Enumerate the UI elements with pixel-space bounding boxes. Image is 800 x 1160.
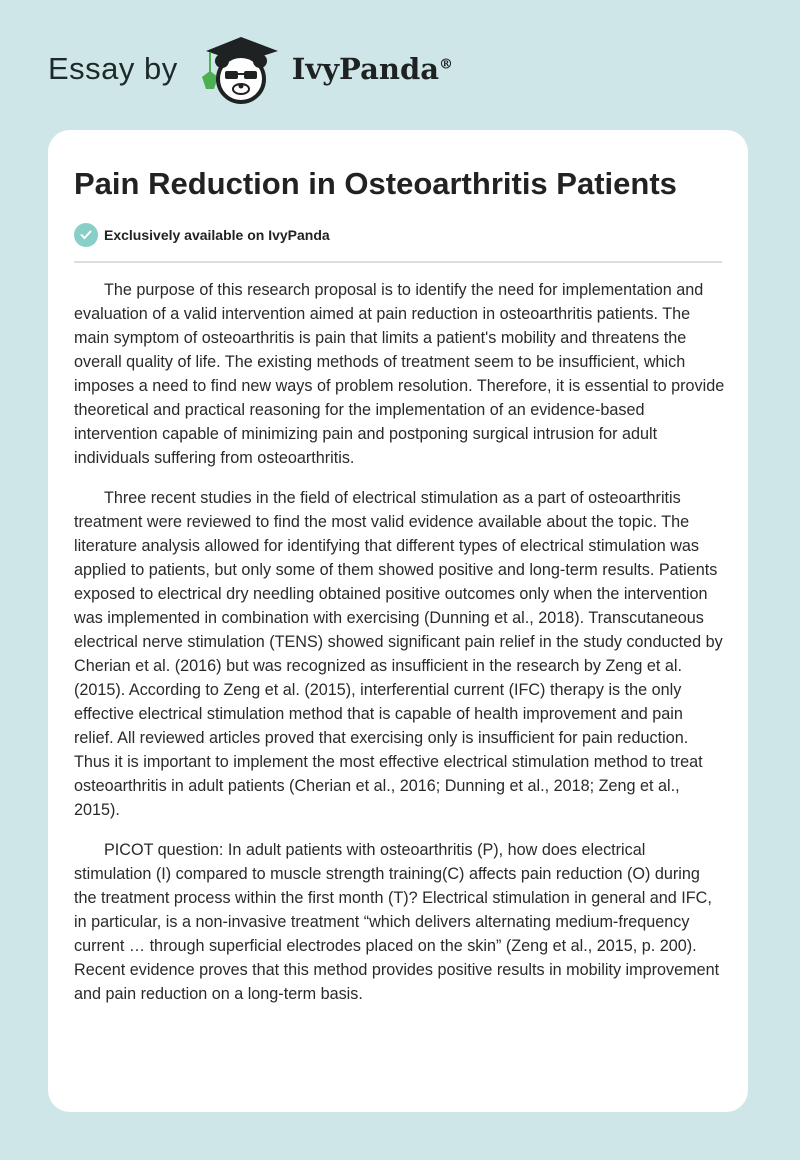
check-icon — [74, 223, 98, 247]
brand-name[interactable] — [292, 52, 453, 86]
page-title: Pain Reduction in Osteoarthritis Patients — [74, 166, 677, 201]
exclusive-badge — [74, 223, 330, 247]
paragraph: PICOT question: In adult patients with osteoarthritis (P), how does electrical stimulation (I) compared to muscle strength training(C) affects pain reduction (O) during the treatment process within the first month (T)? Electrical stimulation in general and IFC, in particular, is a non-invasive treatment “which delivers alternating medium-frequency current … through superficial electrodes placed on the skin” (Zeng et al., 2015, p. 200). Recent evidence proves that this method provides positive results in mobility improvement and pain reduction on a long-term basis. — [74, 841, 720, 1003]
paragraph: Three recent studies in the field of electrical stimulation as a part of osteoarthritis treatment were reviewed to find the most valid evidence available about the topic. The literature analysis allowed for identifying that different types of electrical stimulation was applied to patients, but only some of them showed positive and long-term results. Patients exposed to electrical dry needling obtained positive outcomes only when the intervention was implemented in combination with exercising (Dunning et al., 2018). Transcutaneous electrical nerve stimulation (TENS) showed significant pain relief in the study conducted by Cherian et al. (2016) but was recognized as insufficient in the research by Zeng et al. (2015). According to Zeng et al. (2015), interferential current (IFC) therapy is the only effective electrical stimulation method that is capable of health improvement and pain relief. All reviewed articles proved that exercising only is insufficient for pain reduction. Thus it is important to implement the most effective electrical stimulation method to treat osteoarthritis in adult patients (Cherian et al., 2016; Dunning et al., 2018; Zeng et al., 2015). — [74, 489, 723, 819]
badge-label: Exclusively available on IvyPanda — [104, 227, 330, 243]
paragraph: The purpose of this research proposal is to identify the need for implementation and evaluation of a valid intervention aimed at pain reduction in osteoarthritis patients. The main symptom of osteoarthritis is pain that limits a patient's mobility and threatens the overall quality of life. The existing methods of treatment seem to be insufficient, which imposes a need to find new ways of problem resolution. Therefore, it is essential to provide theoretical and practical reasoning for the implementation of an evidence-based intervention capable of minimizing pain and postponing surgical intrusion for adult individuals suffering from osteoarthritis. — [74, 281, 725, 467]
essay-card — [48, 130, 748, 1112]
essay-by-label: Essay by — [48, 51, 178, 86]
registered-mark: ® — [439, 56, 454, 73]
ivypanda-logo-icon[interactable] — [196, 33, 286, 105]
site-header — [48, 34, 453, 104]
divider — [74, 261, 722, 263]
essay-body — [74, 278, 726, 1022]
brand-text: IvyPanda — [291, 52, 440, 86]
